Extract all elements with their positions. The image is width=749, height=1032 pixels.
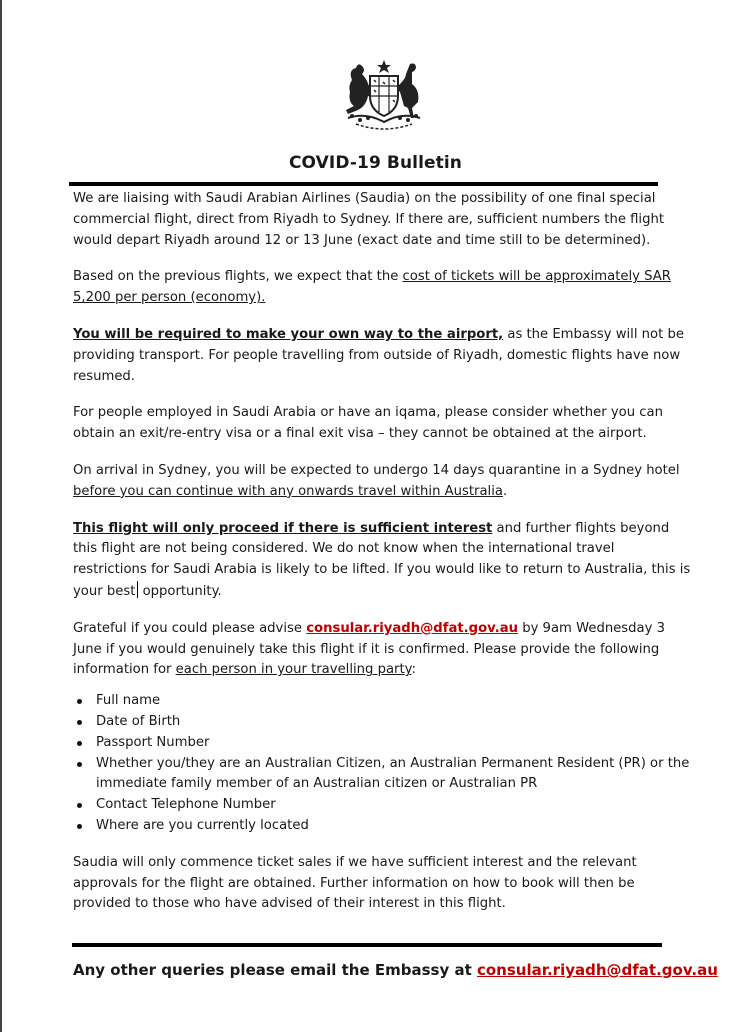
interest-lead: This flight will only proceed if there is sufficient interest bbox=[73, 520, 493, 536]
quarantine-intro: On arrival in Sydney, you will be expected to undergo 14 days quarantine in a Sydney hotel bbox=[73, 462, 680, 478]
ticket-cost-intro: Based on the previous flights, we expect that the bbox=[73, 269, 403, 285]
quarantine-end: . bbox=[502, 483, 508, 499]
list-item: Full name bbox=[73, 691, 691, 712]
advise-end: : bbox=[411, 662, 416, 678]
list-item: Where are you currently located bbox=[73, 816, 691, 837]
airport-transport-rest: as the Embassy will not be providing transport. For people travelling from outside of Riyadh, domestic flights have now resumed. bbox=[73, 326, 684, 384]
paragraph-ticket-cost bbox=[73, 267, 691, 309]
paragraph-ticket-sales: Saudia will only commence ticket sales if we have sufficient interest and the relevant approvals for the flight are obtained. Further information on how to book will then be provided to those who have advised of their interest in this flight. bbox=[73, 854, 637, 912]
airport-transport-lead: You will be required to make your own way to the airport, bbox=[73, 326, 504, 342]
consular-email-link[interactable]: consular.riyadh@dfat.gov.au bbox=[306, 620, 518, 636]
paragraph-visa: For people employed in Saudi Arabia or have an iqama, please consider whether you can obtain an exit/re-entry visa or a final exit visa – they cannot be obtained at the airport. bbox=[73, 405, 663, 442]
paragraph-interest bbox=[73, 519, 691, 603]
ticket-cost-underlined: cost of tickets will be approximately SAR 5,200 per person (economy). bbox=[73, 269, 671, 306]
quarantine-underlined: before you can continue with any onwards travel within Australia bbox=[73, 483, 503, 499]
list-item: Whether you/they are an Australian Citizen, an Australian Permanent Resident (PR) or the immediate family member of an Australian citizen or Australian PR bbox=[73, 754, 691, 796]
list-item: Contact Telephone Number bbox=[73, 795, 691, 816]
paragraph-advise bbox=[73, 619, 691, 681]
required-info-list bbox=[73, 691, 691, 837]
list-item: Passport Number bbox=[73, 733, 691, 754]
title-divider bbox=[69, 182, 658, 186]
interest-rest: and further flights beyond this flight are not being considered. We do not know when the international travel restrictions for Saudi Arabia is likely to be lifted. If you would like to return to Australia, this is your best bbox=[73, 520, 691, 599]
bulletin-title: COVID-19 Bulletin bbox=[288, 153, 462, 173]
interest-end: opportunity. bbox=[138, 583, 222, 599]
list-item: Date of Birth bbox=[73, 712, 691, 733]
advise-underlined: each person in your travelling party bbox=[175, 662, 412, 678]
paragraph-saudia-flight: We are liaising with Saudi Arabian Airlines (Saudia) on the possibility of one final special commercial flight, direct from Riyadh to Sydney. If there are, sufficient numbers the flight would depart Riyadh around 12 or 13 June (exact date and time still to be determined). bbox=[73, 191, 665, 248]
footer-text: Any other queries please email the Embassy at bbox=[73, 961, 477, 979]
coat-of-arms-icon bbox=[338, 58, 430, 132]
advise-middle: by 9am Wednesday 3 June if you would genuinely take this flight if it is confirmed. Please provide the following information for bbox=[73, 620, 665, 678]
advise-intro: Grateful if you could please advise bbox=[73, 620, 307, 636]
footer-email-link[interactable]: consular.riyadh@dfat.gov.au bbox=[476, 961, 718, 979]
paragraph-quarantine bbox=[73, 461, 691, 503]
bulletin-body bbox=[73, 189, 691, 931]
paragraph-airport-transport bbox=[73, 325, 691, 387]
footer-divider bbox=[72, 943, 662, 947]
footer-contact bbox=[73, 961, 718, 979]
